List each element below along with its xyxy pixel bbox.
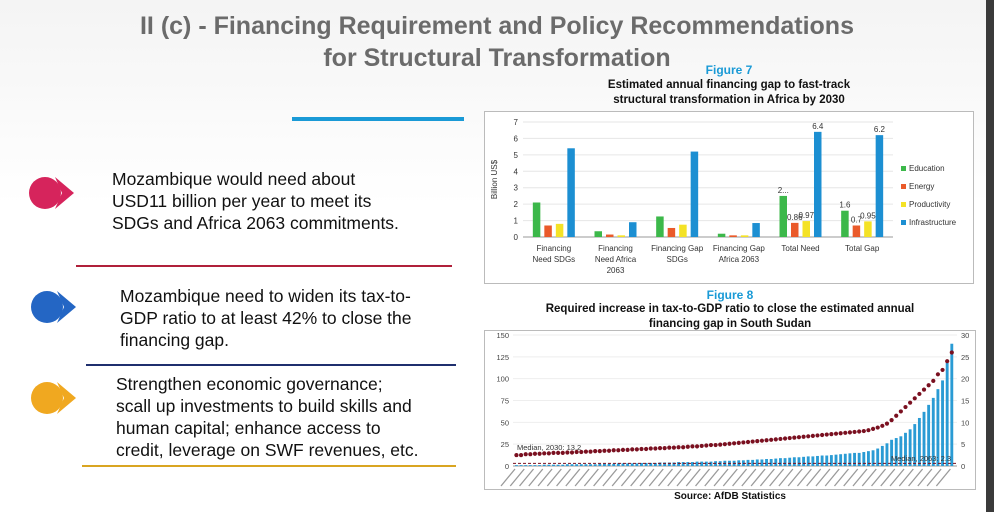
data-point (936, 372, 940, 376)
data-point (801, 435, 805, 439)
bar (603, 464, 606, 466)
x-tick-label: Need SDGs (532, 255, 576, 264)
bar (770, 459, 773, 466)
bullet-1-line: SDGs and Africa 2063 commitments. (112, 213, 399, 233)
data-point (862, 429, 866, 433)
data-point (778, 437, 782, 441)
slide-title-line2: for Structural Transformation (323, 44, 671, 72)
bar (765, 459, 768, 466)
bullet-3-line: scall up investments to build skills and (116, 396, 412, 416)
bar (557, 465, 560, 466)
bar (543, 465, 546, 466)
data-point (630, 447, 634, 451)
data-point (788, 436, 792, 440)
bar (876, 135, 884, 237)
bar (533, 203, 541, 238)
data-point (950, 350, 954, 354)
bar (584, 464, 587, 466)
bar (589, 464, 592, 466)
data-point (639, 447, 643, 451)
data-point (774, 437, 778, 441)
figure-8-title-line: Required increase in tax-to-GDP ratio to close the estimated annual (545, 303, 915, 315)
x-tick-label: Financing Gap (651, 244, 704, 253)
data-point (732, 441, 736, 445)
bar (811, 456, 814, 466)
y-tick-label: 0 (513, 233, 518, 242)
data-point (681, 445, 685, 449)
x-tick-label: 2063 (606, 266, 625, 275)
data-point (751, 439, 755, 443)
x-tick-label: Financing (536, 244, 572, 253)
bar (793, 457, 796, 466)
legend-swatch (901, 202, 906, 207)
data-point (871, 427, 875, 431)
data-point (713, 443, 717, 447)
bar (556, 224, 564, 237)
y-tick-label-right: 20 (961, 374, 970, 384)
y-tick-label-left: 100 (496, 374, 509, 384)
bullet-3-line: credit, leverage on SWF revenues, etc. (116, 440, 419, 460)
bar (780, 196, 788, 237)
bar (606, 235, 614, 237)
data-point (533, 452, 537, 456)
data-point (889, 418, 893, 422)
bar (950, 344, 953, 466)
x-tick-label: Total Gap (845, 244, 880, 253)
bar (814, 132, 822, 237)
bar (566, 464, 569, 466)
data-point (764, 438, 768, 442)
bar (575, 464, 578, 466)
bullet-1 (112, 168, 399, 234)
bar (844, 454, 847, 466)
legend-swatch (901, 166, 906, 171)
y-tick-label-right: 10 (961, 418, 970, 428)
bar (552, 465, 555, 466)
bar (668, 228, 676, 237)
bullet-2-line: Mozambique need to widen its tax-to- (120, 286, 411, 306)
data-point (709, 443, 713, 447)
bullet-separator (76, 265, 452, 267)
bar (534, 465, 537, 466)
data-point (811, 434, 815, 438)
bullet-separator (82, 465, 456, 467)
bullet-1-line: USD11 billion per year to meet its (112, 191, 372, 211)
data-point (598, 449, 602, 453)
y-tick-label-left: 50 (500, 418, 509, 428)
data-point (602, 449, 606, 453)
data-point (695, 444, 699, 448)
data-point (653, 446, 657, 450)
y-tick-label: 7 (513, 118, 518, 127)
data-point (899, 409, 903, 413)
data-point (815, 433, 819, 437)
y-tick-label: 6 (513, 134, 518, 144)
data-point (825, 432, 829, 436)
data-point (792, 436, 796, 440)
data-point (857, 429, 861, 433)
bar (608, 464, 611, 466)
bar (686, 462, 689, 466)
annotation-median-2030: Median, 2030: 13.2 (517, 443, 582, 452)
annotation-median-2063: Median, 2063: 2.3 (890, 454, 951, 463)
data-point (621, 448, 625, 452)
data-point (625, 448, 629, 452)
data-point (519, 453, 523, 457)
bar (798, 457, 801, 466)
data-point (676, 445, 680, 449)
bar (691, 152, 699, 237)
bar (567, 148, 575, 237)
bar (830, 455, 833, 466)
bar (679, 225, 687, 237)
data-label: 0.7 (850, 215, 862, 225)
data-point (876, 425, 880, 429)
y-tick-label: 3 (513, 183, 518, 193)
data-label: 1.6 (839, 200, 851, 210)
bar (853, 226, 861, 238)
bar (718, 234, 726, 237)
data-point (769, 438, 773, 442)
data-point (922, 387, 926, 391)
data-point (514, 453, 518, 457)
data-point (783, 436, 787, 440)
x-tick-label: Need Africa (594, 255, 637, 264)
bar (774, 459, 777, 466)
y-tick-label-right: 5 (961, 440, 966, 450)
bar (821, 456, 824, 466)
y-tick-label: 2 (513, 200, 518, 210)
data-point (927, 383, 931, 387)
data-point (917, 392, 921, 396)
bullet-arrow-icon (28, 376, 78, 420)
bar (839, 454, 842, 466)
figure-8-chart (484, 330, 976, 490)
bar (886, 443, 889, 466)
data-label: 0.86 (786, 212, 803, 222)
bar (529, 465, 532, 466)
title-accent-bar (292, 117, 464, 121)
data-point (834, 432, 838, 436)
data-point (672, 446, 676, 450)
data-point (658, 446, 662, 450)
legend-swatch (901, 220, 906, 225)
y-tick-label-left: 0 (504, 462, 509, 471)
bullet-1-line: Mozambique would need about (112, 169, 356, 189)
bar (803, 221, 811, 237)
data-point (704, 443, 708, 447)
bar (515, 465, 518, 466)
data-point (820, 433, 824, 437)
bullet-arrow-icon (28, 285, 78, 329)
bar (802, 457, 805, 466)
bar (835, 455, 838, 466)
y-tick-label-left: 150 (496, 331, 509, 340)
y-tick-label-right: 15 (961, 396, 970, 406)
data-point (866, 428, 870, 432)
legend-swatch (901, 184, 906, 189)
bar (752, 223, 760, 237)
data-point (588, 449, 592, 453)
data-point (843, 431, 847, 435)
data-point (848, 430, 852, 434)
data-point (797, 435, 801, 439)
data-point (649, 446, 653, 450)
bullet-arrow-icon (26, 171, 76, 215)
figure-7-label: Figure 7 (705, 63, 753, 77)
data-point (760, 439, 764, 443)
bar (729, 235, 737, 237)
data-label: 6.4 (812, 121, 824, 131)
bar (691, 462, 694, 466)
data-label: 0.95 (860, 211, 876, 221)
legend-label: Education (909, 164, 945, 173)
bar (538, 465, 541, 466)
figure-8-title-line: financing gap in South Sudan (648, 318, 812, 330)
bullet-3 (116, 373, 419, 461)
data-label: 0.97 (798, 211, 815, 221)
bar (595, 231, 603, 237)
y-tick-label-left: 25 (500, 440, 509, 450)
y-tick-label-right: 0 (961, 462, 966, 471)
data-point (737, 441, 741, 445)
data-point (755, 439, 759, 443)
figure-7-title-line: structural transformation in Africa by 2030 (613, 94, 845, 106)
data-point (945, 359, 949, 363)
bar (612, 464, 615, 466)
bar (816, 456, 819, 466)
bar (791, 223, 799, 237)
data-point (727, 442, 731, 446)
window-edge (986, 0, 994, 512)
bar (825, 456, 828, 466)
legend-label: Productivity (909, 200, 951, 209)
legend-label: Infrastructure (909, 218, 957, 227)
y-axis-label: Billion US$ (490, 159, 499, 200)
bar (788, 458, 791, 466)
figure-7-chart-svg (485, 112, 973, 283)
bar (862, 452, 865, 466)
data-point (829, 432, 833, 436)
bar (864, 221, 872, 237)
bar (524, 465, 527, 466)
data-point (612, 448, 616, 452)
y-tick-label-right: 25 (961, 352, 970, 362)
bar (629, 222, 637, 237)
figure-8-label: Figure 8 (706, 288, 754, 302)
data-point (663, 446, 667, 450)
figure-7-title-line: Estimated annual financing gap to fast-track (607, 79, 851, 91)
data-point (537, 452, 541, 456)
bar (756, 459, 759, 466)
data-label: 2... (777, 185, 789, 195)
bar (741, 235, 749, 237)
x-tick-label: Total Need (781, 244, 820, 253)
y-tick-label-left: 75 (500, 396, 509, 406)
bar (848, 453, 851, 466)
figure-7-title (484, 78, 974, 108)
bar (618, 235, 626, 237)
data-point (667, 446, 671, 450)
data-point (741, 440, 745, 444)
slide-title-line1: II (c) - Financing Requirement and Policy Recommendations (139, 12, 854, 40)
data-point (908, 401, 912, 405)
bar (547, 465, 550, 466)
data-point (723, 442, 727, 446)
figure-7-chart (484, 111, 974, 284)
bar (594, 464, 597, 466)
data-point (700, 444, 704, 448)
bullet-3-line: human capital; enhance access to (116, 418, 381, 438)
data-point (644, 447, 648, 451)
data-label: 6.2 (873, 125, 885, 135)
data-point (839, 431, 843, 435)
bar (682, 462, 685, 466)
bar (784, 458, 787, 466)
bar (858, 453, 861, 466)
bar (571, 464, 574, 466)
data-point (616, 448, 620, 452)
y-tick-label: 4 (513, 167, 518, 177)
data-point (880, 424, 884, 428)
bar (580, 464, 583, 466)
x-tick-label: Financing Gap (712, 244, 765, 253)
figure-8-title (484, 302, 976, 332)
figure-8-chart-svg (485, 331, 975, 489)
bar (946, 363, 949, 466)
data-point (940, 368, 944, 372)
y-tick-label-right: 30 (961, 331, 970, 340)
data-point (686, 445, 690, 449)
bullet-separator (86, 364, 456, 366)
bullet-2-line: GDP ratio to at least 42% to close the (120, 308, 412, 328)
bar (853, 453, 856, 466)
y-tick-label: 1 (513, 216, 518, 226)
data-point (894, 414, 898, 418)
bar (807, 456, 810, 466)
legend-label: Energy (909, 182, 935, 191)
data-point (852, 430, 856, 434)
data-point (806, 434, 810, 438)
bar (520, 465, 523, 466)
bullet-2 (120, 285, 412, 351)
data-point (528, 452, 532, 456)
bar (544, 226, 552, 238)
bullet-3-line: Strengthen economic governance; (116, 374, 383, 394)
bar (779, 458, 782, 466)
data-point (593, 449, 597, 453)
data-point (903, 405, 907, 409)
data-point (913, 396, 917, 400)
data-point (584, 449, 588, 453)
data-point (885, 422, 889, 426)
data-point (635, 447, 639, 451)
y-tick-label-left: 125 (496, 352, 509, 362)
bar (561, 465, 564, 466)
x-tick-label: Financing (598, 244, 633, 253)
x-tick-label: Africa 2063 (718, 255, 760, 264)
y-tick-label: 5 (513, 150, 518, 160)
bar (598, 464, 601, 466)
bar (656, 216, 664, 237)
data-point (718, 443, 722, 447)
x-tick-label: SDGs (666, 255, 688, 264)
source-note: Source: AfDB Statistics (674, 491, 786, 502)
bar (677, 462, 680, 466)
data-point (931, 379, 935, 383)
bar (760, 459, 763, 466)
data-point (746, 440, 750, 444)
data-point (524, 452, 528, 456)
data-point (690, 444, 694, 448)
bar (841, 211, 849, 237)
data-point (607, 449, 611, 453)
bullet-2-line: financing gap. (120, 330, 229, 350)
